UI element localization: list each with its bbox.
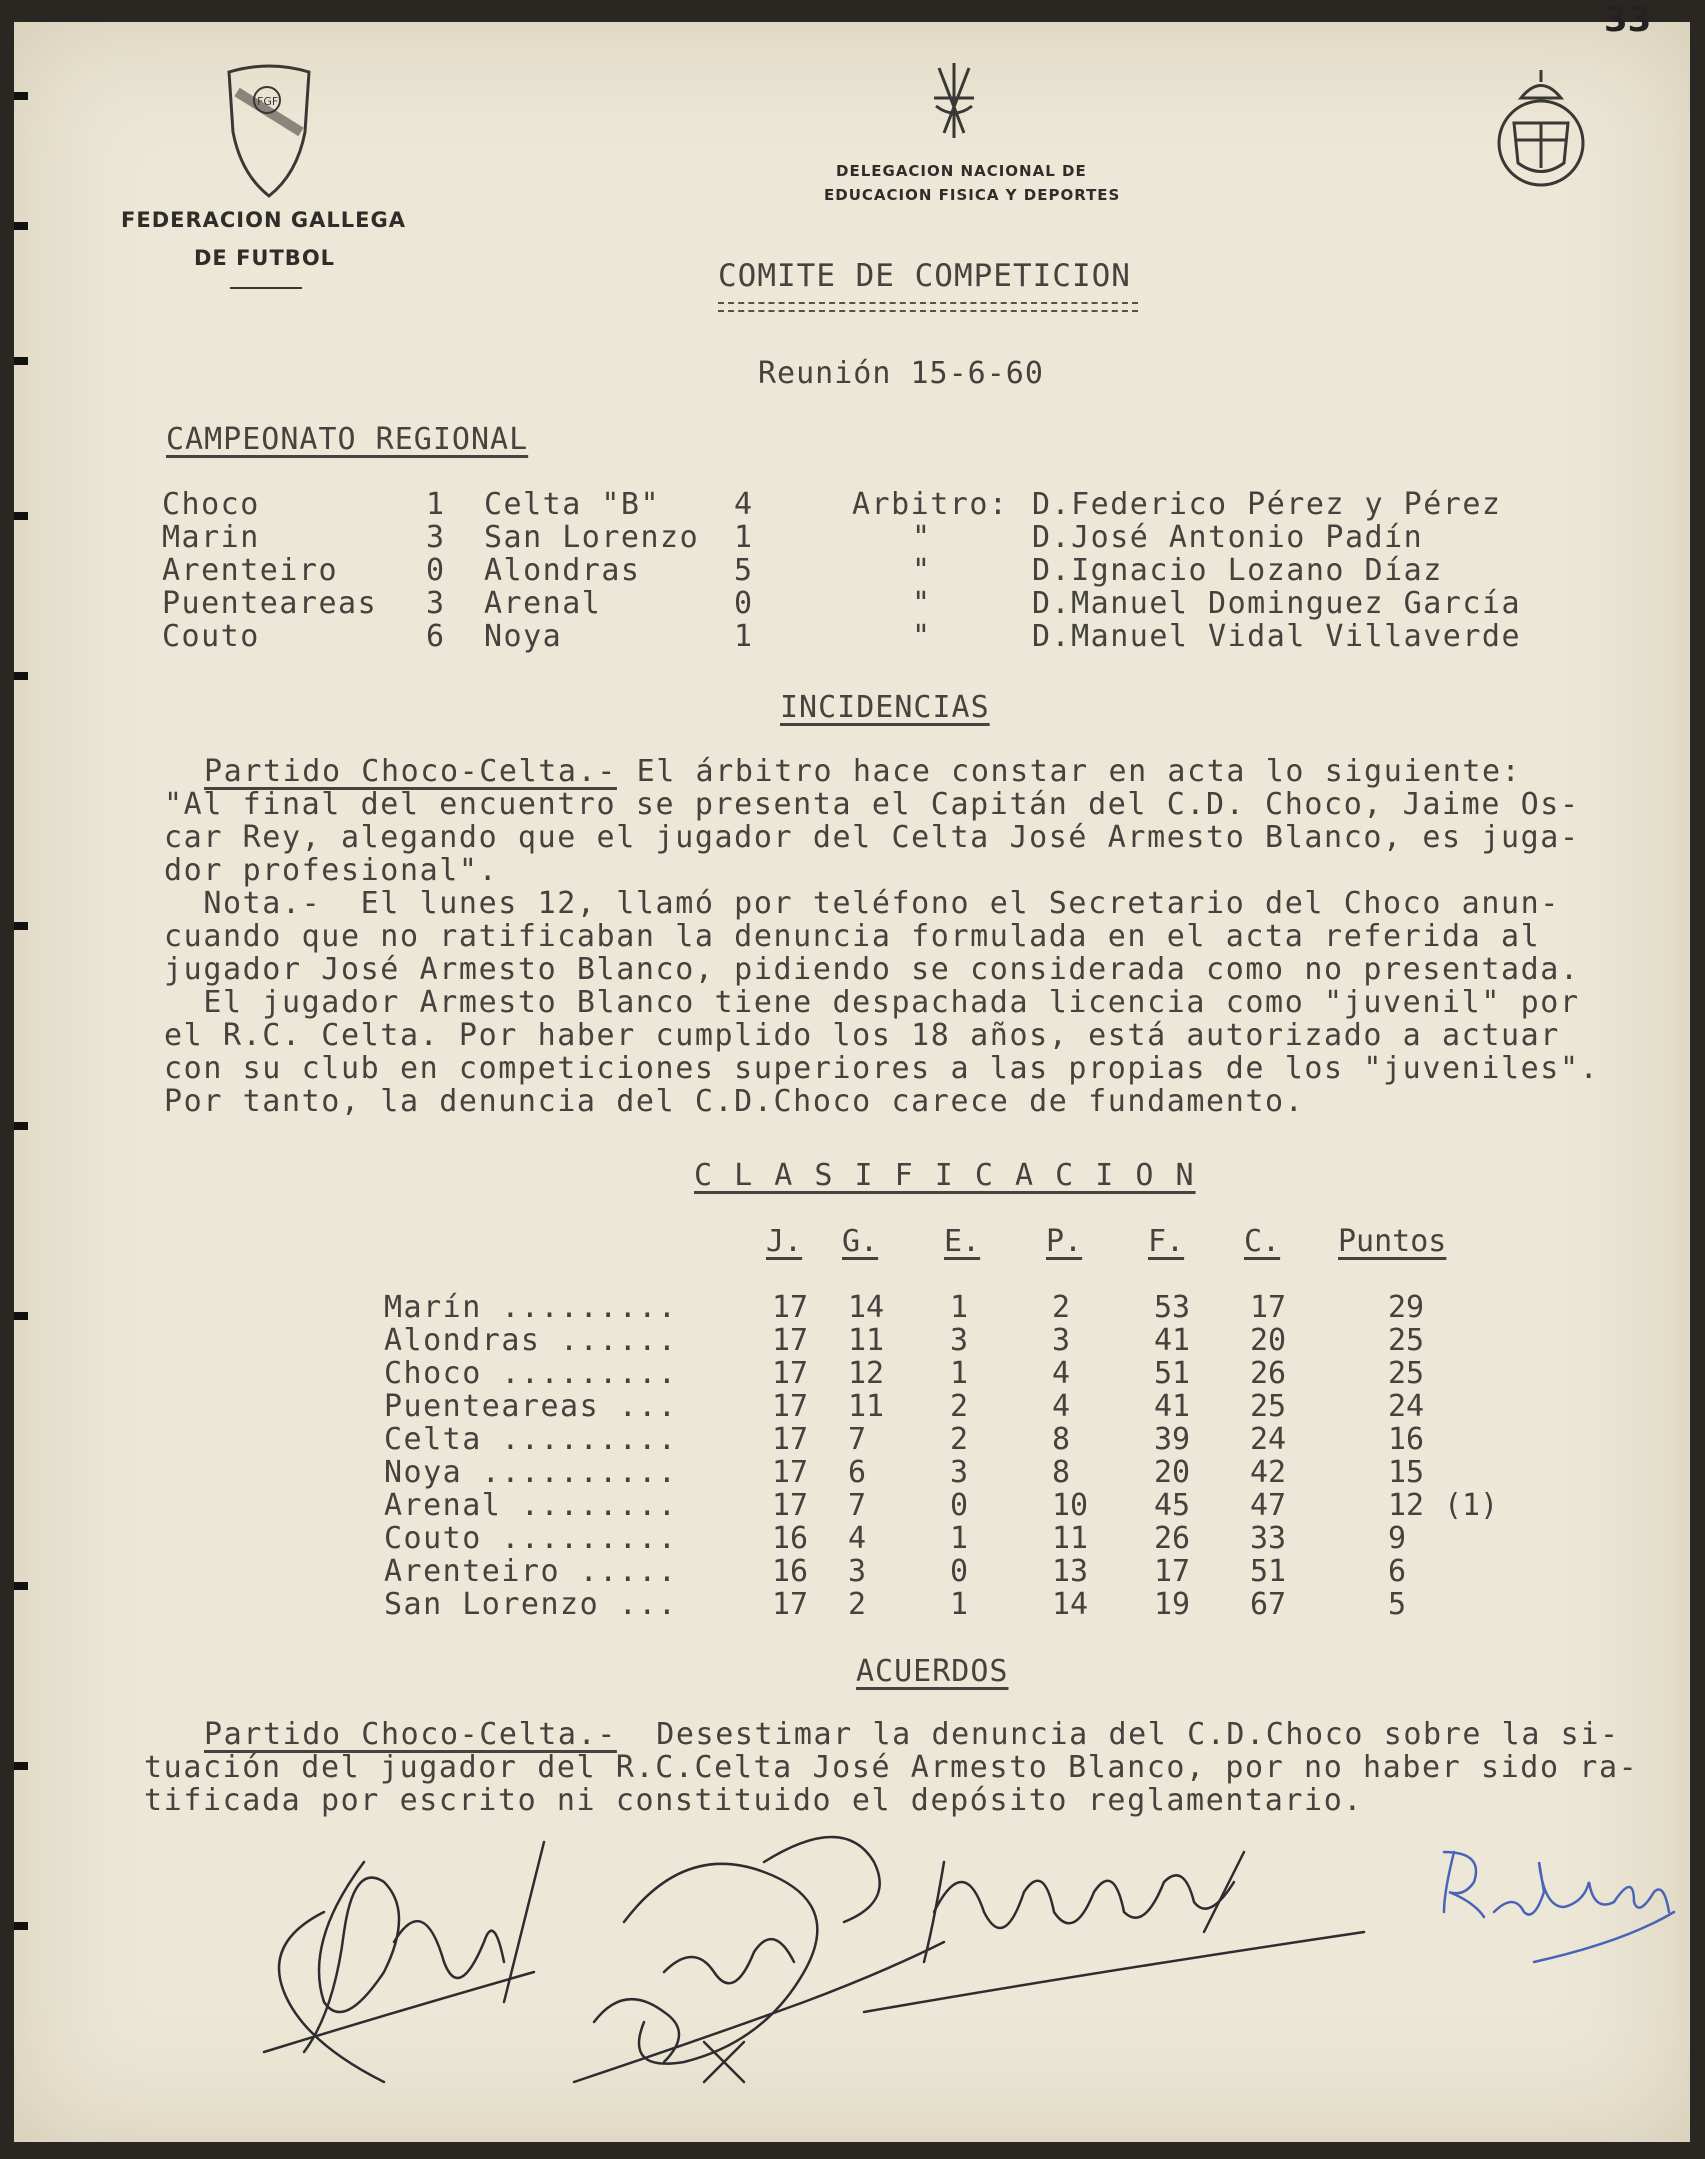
- federation-name-line2: DE FUTBOL: [194, 246, 336, 270]
- result-referee-name: D.Ignacio Lozano Díaz: [1032, 553, 1443, 588]
- result-referee-label: ": [912, 619, 932, 654]
- divider: [230, 287, 302, 289]
- stat-pts: 25: [1388, 1323, 1425, 1358]
- result-away-team: Celta "B": [484, 487, 661, 522]
- stat-f: 53: [1154, 1290, 1191, 1325]
- stat-pts: 6: [1388, 1554, 1407, 1589]
- result-away-goals: 1: [734, 619, 754, 654]
- stat-c: 33: [1250, 1521, 1287, 1556]
- result-referee-label: Arbitro:: [852, 487, 1009, 522]
- stat-c: 47: [1250, 1488, 1287, 1523]
- column-header: J.: [766, 1224, 803, 1259]
- classification-table: [384, 1224, 1584, 1644]
- binding-mark: [14, 1312, 28, 1320]
- result-referee-label: ": [912, 553, 932, 588]
- result-home-team: Puenteareas: [162, 586, 378, 621]
- team-name: Choco .........: [384, 1356, 678, 1391]
- stat-g: 3: [848, 1554, 867, 1589]
- document-page: [14, 0, 1690, 2142]
- result-referee-name: D.José Antonio Padín: [1032, 520, 1424, 555]
- result-home-goals: 3: [426, 520, 446, 555]
- incident-line-rest: El árbitro hace constar en acta lo siguiente:: [616, 754, 1522, 789]
- binding-mark: [14, 1122, 28, 1130]
- team-name: Noya ..........: [384, 1455, 678, 1490]
- stat-pts: 9: [1388, 1521, 1407, 1556]
- stat-f: 45: [1154, 1488, 1191, 1523]
- binding-mark: [14, 922, 28, 930]
- stat-j: 17: [772, 1587, 809, 1622]
- stat-p: 8: [1052, 1422, 1071, 1457]
- stat-j: 16: [772, 1554, 809, 1589]
- stat-pts: 24: [1388, 1389, 1425, 1424]
- result-home-goals: 1: [426, 487, 446, 522]
- stat-pts: 15: [1388, 1455, 1425, 1490]
- incident-text-line: jugador José Armesto Blanco, pidiendo se considerada como no presentada.: [164, 952, 1580, 987]
- stat-e: 1: [950, 1587, 969, 1622]
- result-away-goals: 0: [734, 586, 754, 621]
- binding-mark: [14, 672, 28, 680]
- agreements-title: ACUERDOS: [856, 1654, 1009, 1689]
- stat-j: 17: [772, 1290, 809, 1325]
- stat-p: 14: [1052, 1587, 1089, 1622]
- stat-g: 4: [848, 1521, 867, 1556]
- incident-text-line: con su club en competiciones superiores a las propias de los "juveniles".: [164, 1051, 1600, 1086]
- stat-e: 1: [950, 1521, 969, 1556]
- result-home-team: Couto: [162, 619, 260, 654]
- result-referee-name: D.Manuel Vidal Villaverde: [1032, 619, 1522, 654]
- result-away-goals: 4: [734, 487, 754, 522]
- binding-mark: [14, 1762, 28, 1770]
- stat-e: 1: [950, 1356, 969, 1391]
- stat-c: 20: [1250, 1323, 1287, 1358]
- incident-text-line: Por tanto, la denuncia del C.D.Choco carece de fundamento.: [164, 1084, 1305, 1119]
- stat-j: 17: [772, 1389, 809, 1424]
- column-header: Puntos: [1338, 1224, 1447, 1259]
- stat-p: 10: [1052, 1488, 1089, 1523]
- stat-g: 11: [848, 1389, 885, 1424]
- column-header: G.: [842, 1224, 879, 1259]
- stat-f: 17: [1154, 1554, 1191, 1589]
- result-away-team: Noya: [484, 619, 563, 654]
- incident-text-line: car Rey, alegando que el jugador del Celta José Armesto Blanco, es juga-: [164, 820, 1580, 855]
- federation-name-line1: FEDERACION GALLEGA: [121, 208, 406, 232]
- result-referee-name: D.Federico Pérez y Pérez: [1032, 487, 1502, 522]
- stat-p: 13: [1052, 1554, 1089, 1589]
- column-header: E.: [944, 1224, 981, 1259]
- stat-c: 51: [1250, 1554, 1287, 1589]
- agreement-line-rest: Desestimar la denuncia del C.D.Choco sobre la si-: [616, 1717, 1620, 1752]
- stat-g: 7: [848, 1422, 867, 1457]
- incident-text-line: dor profesional".: [164, 853, 499, 888]
- binding-mark: [14, 512, 28, 520]
- stat-p: 4: [1052, 1389, 1071, 1424]
- stat-f: 39: [1154, 1422, 1191, 1457]
- stat-p: 4: [1052, 1356, 1071, 1391]
- result-home-goals: 3: [426, 586, 446, 621]
- stat-j: 17: [772, 1455, 809, 1490]
- signature-4-blue: [1444, 1852, 1674, 1962]
- signature-2: [574, 1837, 944, 2082]
- committee-title: COMITE DE COMPETICION: [718, 258, 1131, 294]
- incident-text-line: Nota.- El lunes 12, llamó por teléfono el Secretario del Choco anun-: [164, 886, 1560, 921]
- stat-g: 11: [848, 1323, 885, 1358]
- stat-c: 25: [1250, 1389, 1287, 1424]
- agreement-text-line: tuación del jugador del R.C.Celta José Armesto Blanco, por no haber sido ra-: [144, 1750, 1639, 1785]
- incident-heading: Partido Choco-Celta.-: [204, 754, 617, 789]
- agreement-heading: Partido Choco-Celta.-: [204, 1717, 617, 1752]
- result-home-team: Marin: [162, 520, 260, 555]
- incidents-first-line: [204, 755, 1521, 788]
- stat-g: 14: [848, 1290, 885, 1325]
- stat-pts: 16: [1388, 1422, 1425, 1457]
- binding-mark: [14, 357, 28, 365]
- team-name: Arenteiro .....: [384, 1554, 678, 1589]
- team-name: Puenteareas ...: [384, 1389, 678, 1424]
- incident-text-line: el R.C. Celta. Por haber cumplido los 18 años, está autorizado a actuar: [164, 1018, 1560, 1053]
- result-referee-label: ": [912, 586, 932, 621]
- stat-c: 24: [1250, 1422, 1287, 1457]
- svg-text:FGF: FGF: [257, 95, 279, 108]
- result-home-team: Choco: [162, 487, 260, 522]
- agreements-body: [144, 1717, 1684, 1818]
- stat-c: 17: [1250, 1290, 1287, 1325]
- stat-pts: 12: [1388, 1488, 1425, 1523]
- stat-pts: 25: [1388, 1356, 1425, 1391]
- stat-pts: 29: [1388, 1290, 1425, 1325]
- binding-mark: [14, 1922, 28, 1930]
- stat-e: 0: [950, 1488, 969, 1523]
- result-away-team: Arenal: [484, 586, 602, 621]
- binding-mark: [14, 92, 28, 100]
- title-double-underline: [718, 302, 1138, 312]
- stat-p: 11: [1052, 1521, 1089, 1556]
- agreement-text-line: tificada por escrito ni constituido el depósito reglamentario.: [144, 1783, 1364, 1818]
- incidents-body: [164, 754, 1664, 1119]
- team-name: Arenal ........: [384, 1488, 678, 1523]
- meeting-date: Reunión 15-6-60: [758, 356, 1044, 391]
- stat-pts: 5: [1388, 1587, 1407, 1622]
- incidents-title: INCIDENCIAS: [780, 690, 990, 725]
- binding-mark: [14, 222, 28, 230]
- stat-j: 17: [772, 1488, 809, 1523]
- team-name: Couto .........: [384, 1521, 678, 1556]
- result-home-goals: 0: [426, 553, 446, 588]
- team-name: Alondras ......: [384, 1323, 678, 1358]
- team-name: San Lorenzo ...: [384, 1587, 678, 1622]
- stat-j: 17: [772, 1422, 809, 1457]
- federation-crest-icon: [219, 62, 319, 202]
- results-list: [162, 487, 1662, 657]
- stat-j: 16: [772, 1521, 809, 1556]
- stat-e: 2: [950, 1422, 969, 1457]
- yoke-arrows-emblem-icon: [924, 58, 984, 148]
- result-referee-name: D.Manuel Dominguez García: [1032, 586, 1522, 621]
- stat-g: 12: [848, 1356, 885, 1391]
- stat-j: 17: [772, 1323, 809, 1358]
- stat-p: 3: [1052, 1323, 1071, 1358]
- stat-f: 20: [1154, 1455, 1191, 1490]
- result-home-team: Arenteiro: [162, 553, 339, 588]
- signatures: [244, 1822, 1684, 2122]
- stat-e: 2: [950, 1389, 969, 1424]
- stat-e: 0: [950, 1554, 969, 1589]
- result-referee-label: ": [912, 520, 932, 555]
- result-away-goals: 5: [734, 553, 754, 588]
- stat-f: 26: [1154, 1521, 1191, 1556]
- binding-mark: [14, 1582, 28, 1590]
- team-name: Celta .........: [384, 1422, 678, 1457]
- stat-c: 67: [1250, 1587, 1287, 1622]
- stat-e: 3: [950, 1323, 969, 1358]
- stat-j: 17: [772, 1356, 809, 1391]
- column-header: P.: [1046, 1224, 1083, 1259]
- stat-g: 7: [848, 1488, 867, 1523]
- signature-1: [264, 1842, 544, 2082]
- result-home-goals: 6: [426, 619, 446, 654]
- delegation-line1: DELEGACION NACIONAL DE: [836, 162, 1087, 180]
- championship-title: CAMPEONATO REGIONAL: [166, 422, 529, 457]
- stat-e: 3: [950, 1455, 969, 1490]
- result-away-team: Alondras: [484, 553, 641, 588]
- incident-text-line: El jugador Armesto Blanco tiene despachada licencia como "juvenil" por: [164, 985, 1580, 1020]
- agreements-first-line: [204, 1718, 1620, 1751]
- stat-f: 19: [1154, 1587, 1191, 1622]
- team-name: Marín .........: [384, 1290, 678, 1325]
- stat-f: 41: [1154, 1389, 1191, 1424]
- column-header: F.: [1148, 1224, 1185, 1259]
- team-note: (1): [1444, 1488, 1499, 1523]
- column-header: C.: [1244, 1224, 1281, 1259]
- signature-3: [864, 1852, 1364, 2012]
- stat-f: 41: [1154, 1323, 1191, 1358]
- result-away-goals: 1: [734, 520, 754, 555]
- stat-p: 8: [1052, 1455, 1071, 1490]
- stat-f: 51: [1154, 1356, 1191, 1391]
- delegation-line2: EDUCACION FISICA Y DEPORTES: [824, 186, 1121, 204]
- page-number: 33: [1604, 0, 1652, 40]
- result-away-team: San Lorenzo: [484, 520, 700, 555]
- incident-text-line: cuando que no ratificaban la denuncia formulada en el acta referida al: [164, 919, 1541, 954]
- stat-c: 42: [1250, 1455, 1287, 1490]
- stat-g: 6: [848, 1455, 867, 1490]
- stat-e: 1: [950, 1290, 969, 1325]
- incident-text-line: "Al final del encuentro se presenta el Capitán del C.D. Choco, Jaime Os-: [164, 787, 1580, 822]
- stat-g: 2: [848, 1587, 867, 1622]
- classification-title: C L A S I F I C A C I O N: [694, 1158, 1196, 1193]
- stat-c: 26: [1250, 1356, 1287, 1391]
- royal-federation-crest-icon: [1486, 68, 1596, 188]
- stat-p: 2: [1052, 1290, 1071, 1325]
